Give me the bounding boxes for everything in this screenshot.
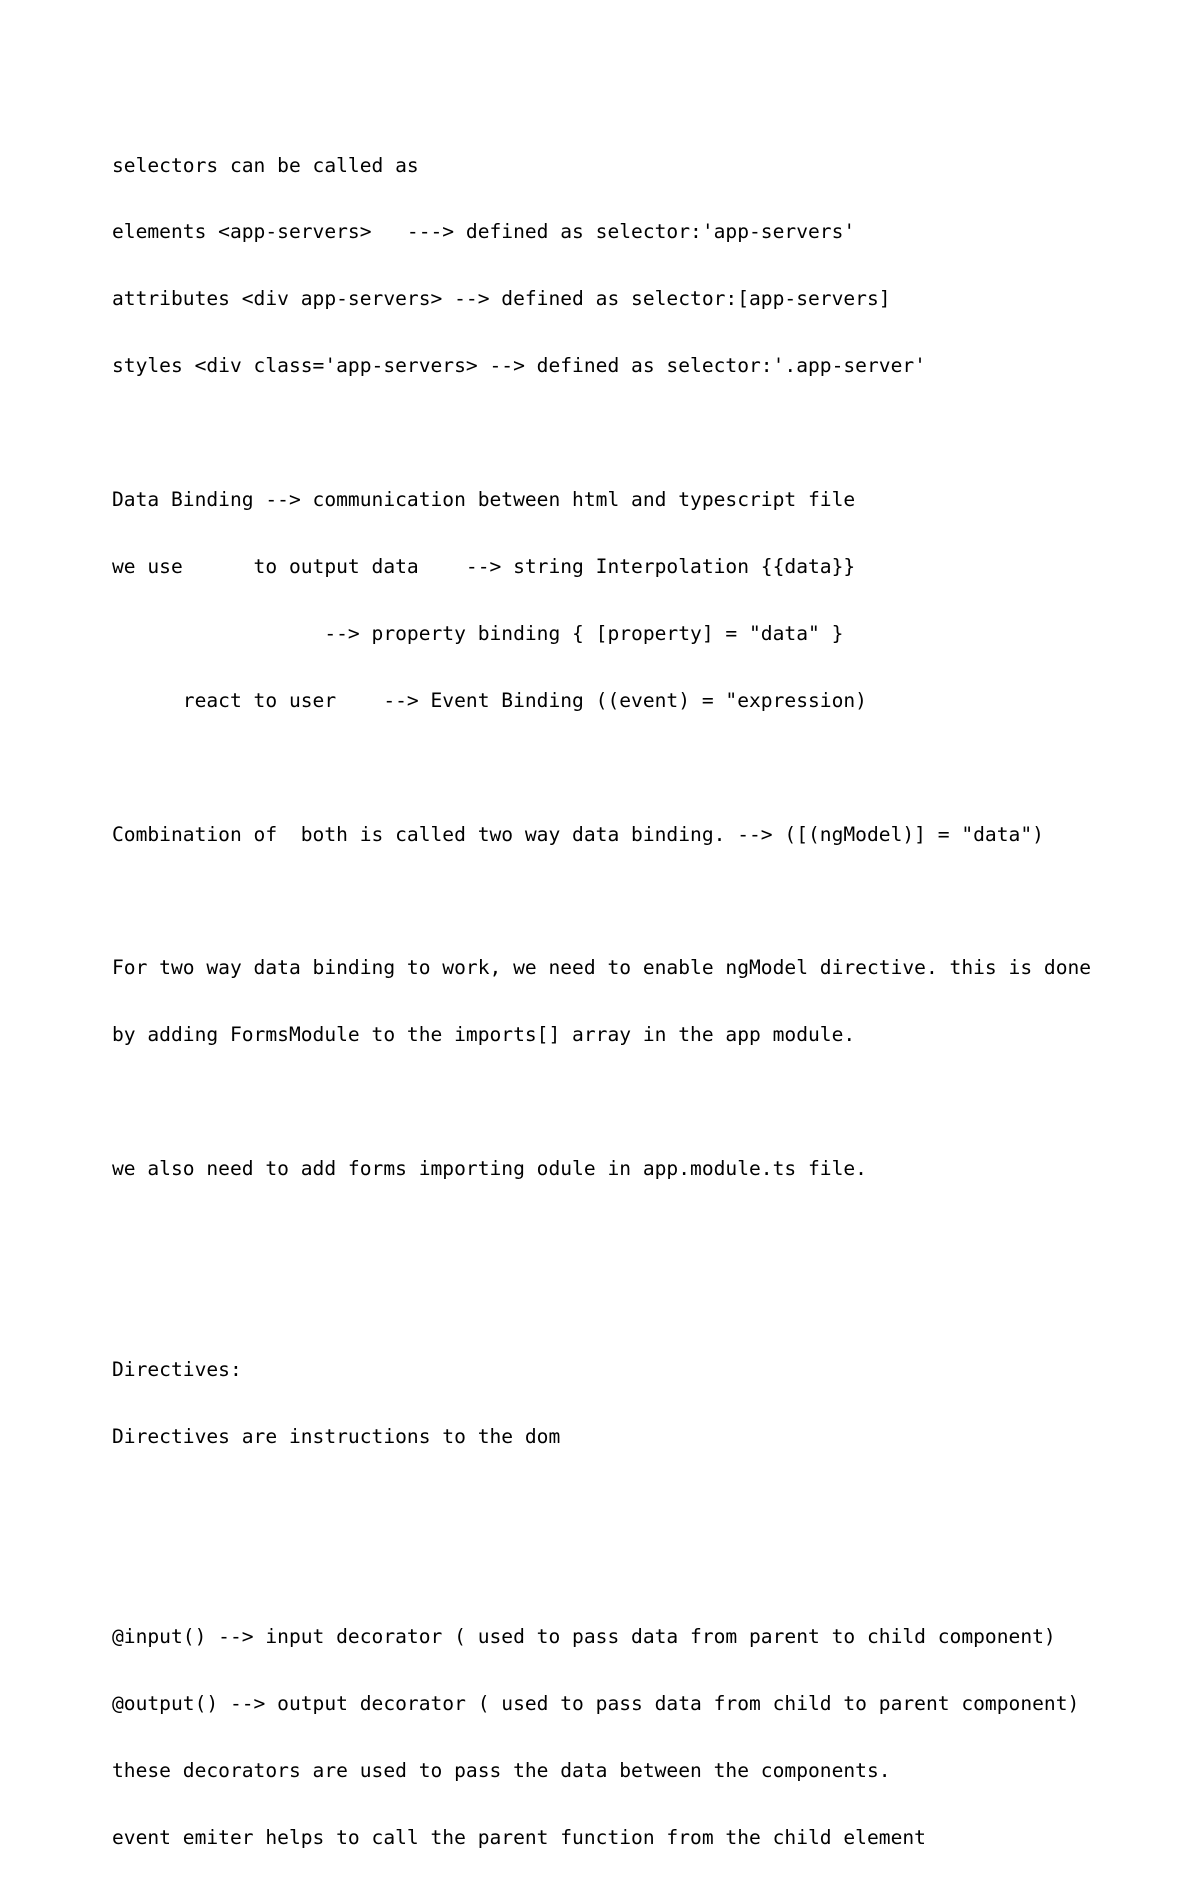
text-line: styles <div class='app-servers> --> defined as selector:'.app-server' — [112, 354, 926, 378]
text-line: Data Binding --> communication between html and typescript file — [112, 488, 856, 512]
blank-line — [112, 757, 1091, 779]
text-line: attributes <div app-servers> --> defined as selector:[app-servers] — [112, 287, 891, 311]
blank-line — [112, 1559, 1091, 1581]
text-line: Directives: — [112, 1357, 242, 1381]
text-line: Combination of both is called two way data binding. --> ([(ngModel)] = "data") — [112, 822, 1044, 846]
blank-line — [112, 890, 1091, 912]
text-line: event emiter helps to call the parent function from the child element — [112, 1825, 926, 1849]
text-line: these decorators are used to pass the data between the components. — [112, 1758, 891, 1782]
text-line: --> property binding { [property] = "data" } — [112, 621, 844, 645]
blank-line — [112, 422, 1091, 444]
text-line: elements <app-servers> ---> defined as selector:'app-servers' — [112, 220, 856, 244]
text-line: For two way data binding to work, we need to enable ngModel directive. this is done — [112, 956, 1092, 980]
text-line: @input() --> input decorator ( used to pass data from parent to child component) — [112, 1625, 1056, 1649]
document-text — [112, 110, 1091, 1894]
text-line: Directives are instructions to the dom — [112, 1424, 561, 1448]
text-line: we use to output data --> string Interpolation {{data}} — [112, 554, 856, 578]
text-line: @output() --> output decorator ( used to pass data from child to parent component) — [112, 1692, 1080, 1716]
blank-line — [112, 1225, 1091, 1247]
blank-line — [112, 1292, 1091, 1314]
text-line: selectors can be called as — [112, 153, 419, 177]
text-line: we also need to add forms importing odule in app.module.ts file. — [112, 1156, 867, 1180]
blank-line — [112, 1492, 1091, 1514]
text-line: react to user --> Event Binding ((event) = "expression) — [112, 688, 867, 712]
blank-line — [112, 1091, 1091, 1113]
text-line: by adding FormsModule to the imports[] array in the app module. — [112, 1023, 856, 1047]
